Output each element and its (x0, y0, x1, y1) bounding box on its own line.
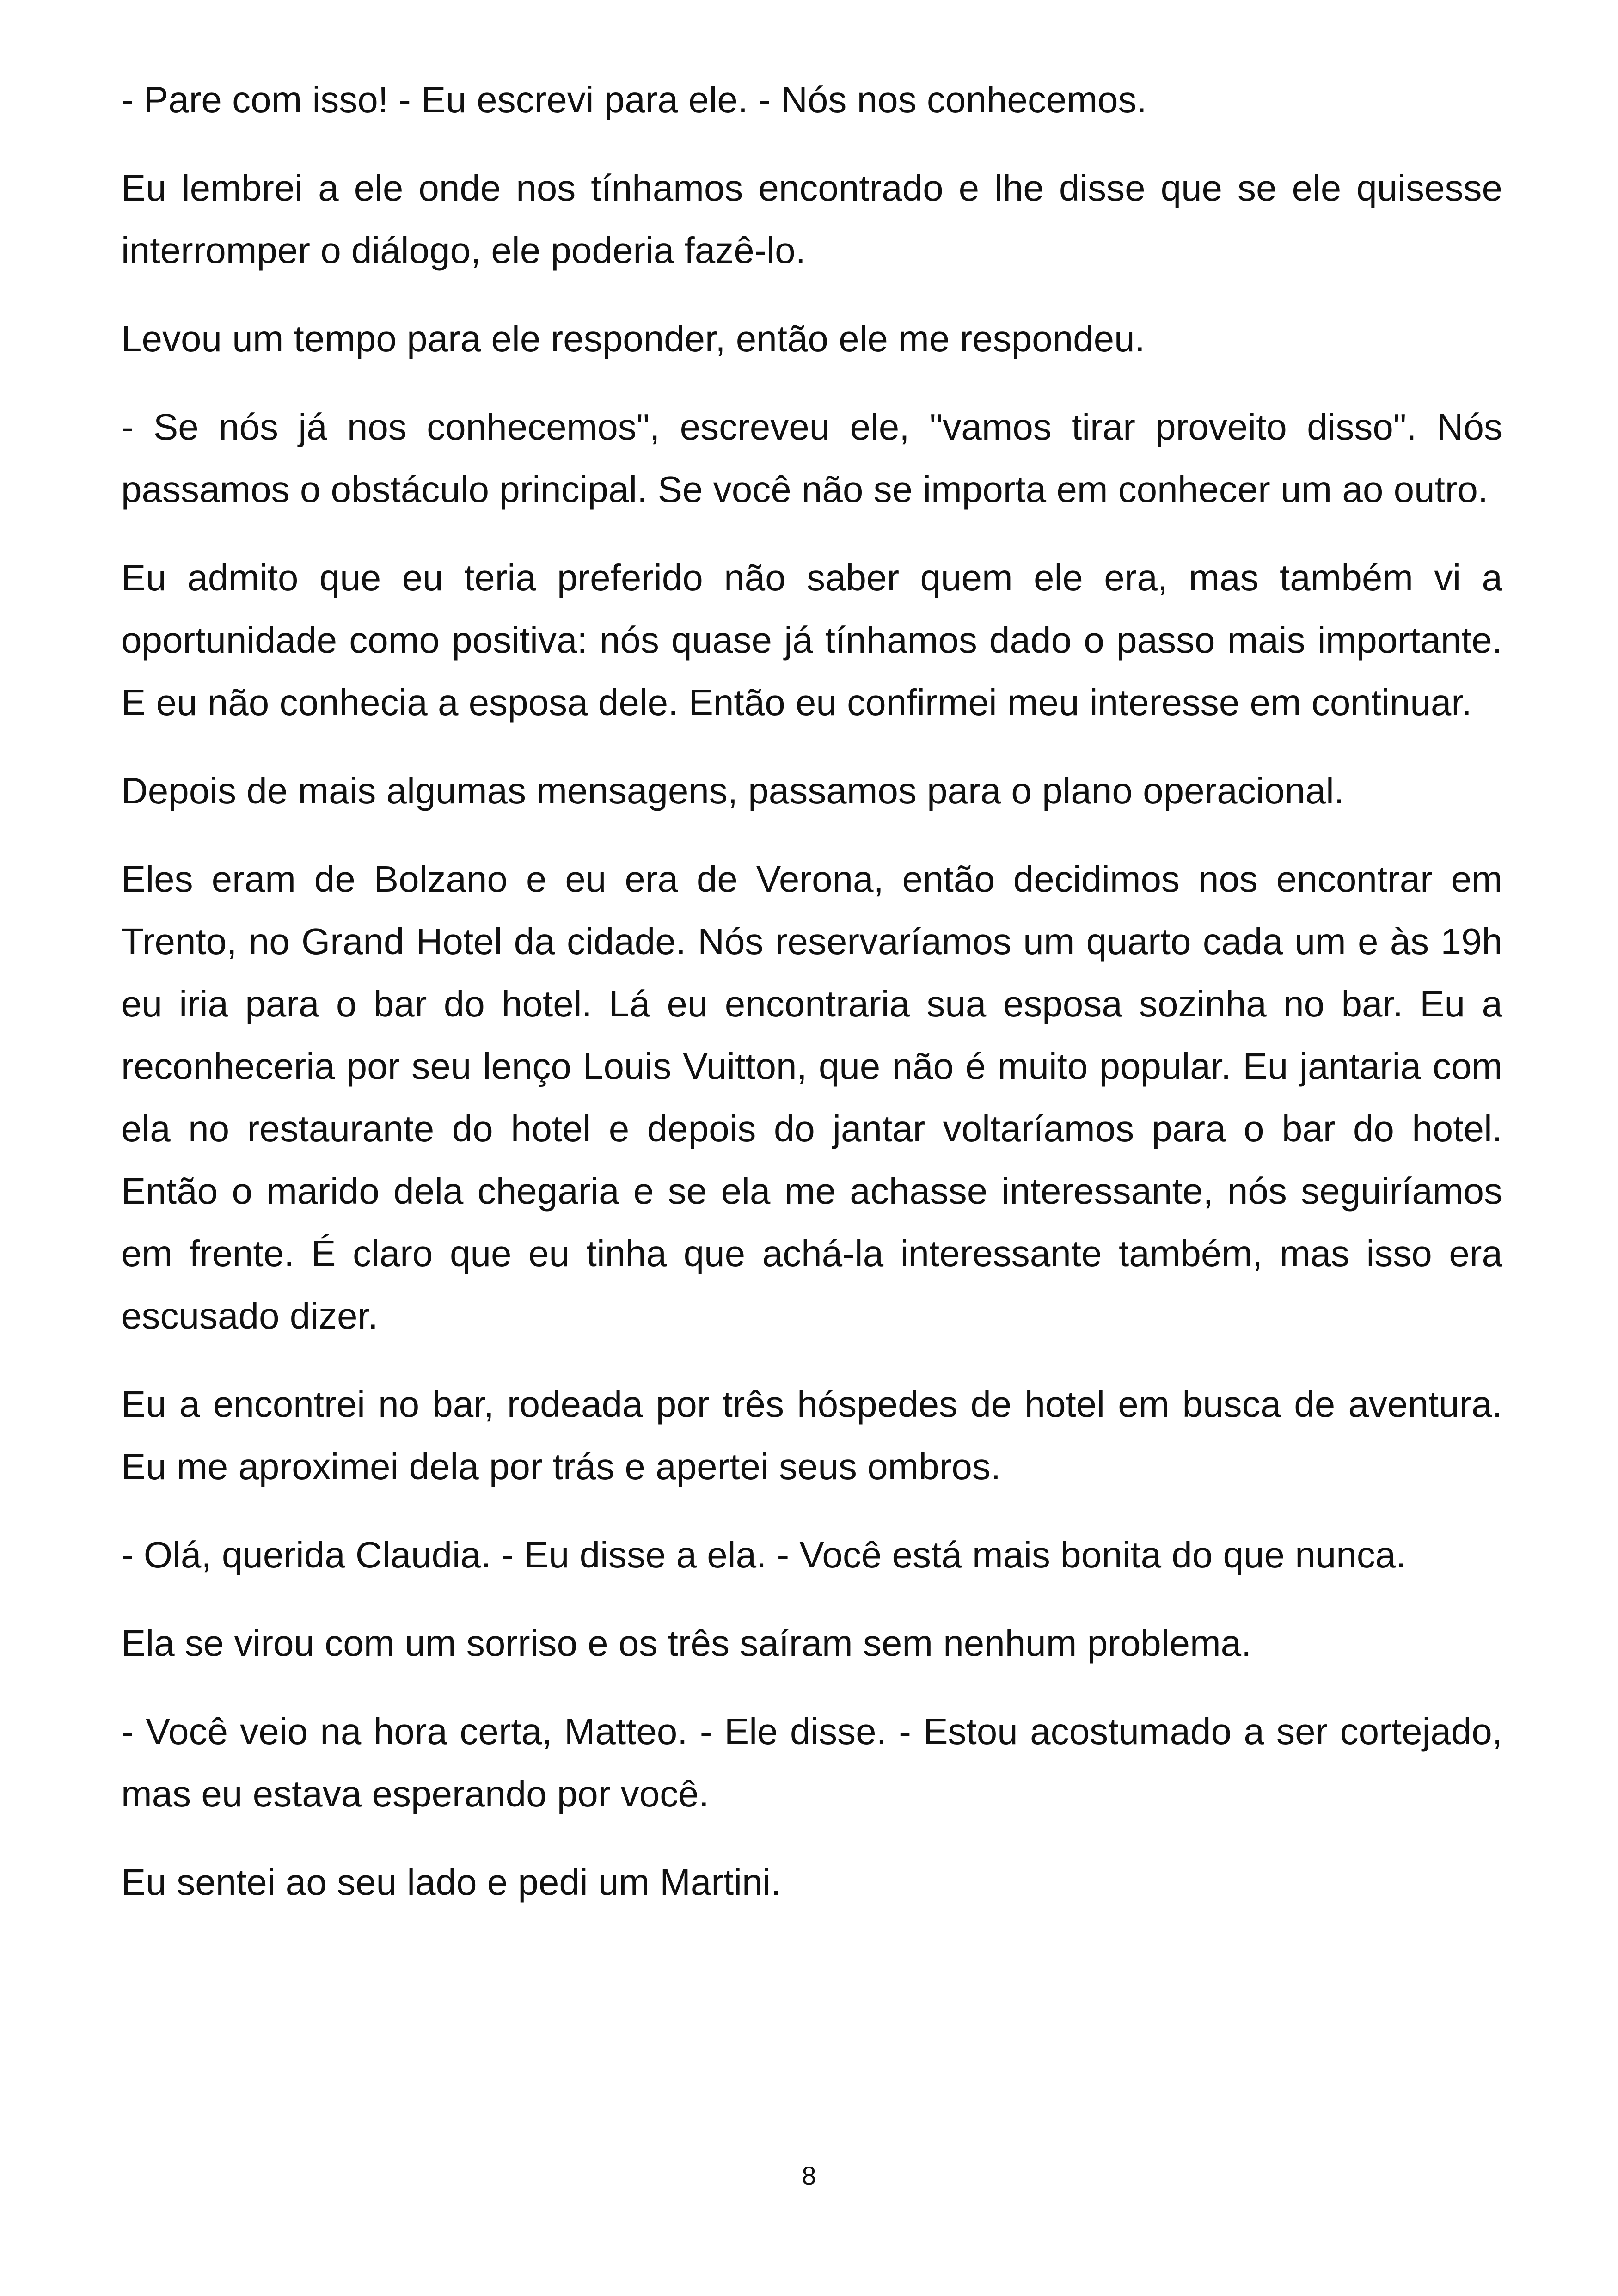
page-number: 8 (802, 2161, 816, 2190)
paragraph: Eles eram de Bolzano e eu era de Verona, então decidimos nos encontrar em Trento, no Grand Hotel da cidade. Nós reservaríamos um quarto cada um e às 19h eu iria para o bar do hotel. Lá eu encontraria sua esposa sozinha no bar. Eu a reconheceria por seu lenço Louis Vuitton, que não é muito popular. Eu jantaria com ela no restaurante do hotel e depois do jantar voltaríamos para o bar do hotel. Então o marido dela chegaria e se ela me achasse interessante, nós seguiríamos em frente. É claro que eu tinha que achá-la interessante também, mas isso era escusado dizer. (121, 858, 1502, 1336)
body-text (121, 68, 1502, 1939)
paragraph: - Você veio na hora certa, Matteo. - Ele disse. - Estou acostumado a ser cortejado, mas eu estava esperando por você. (121, 1711, 1502, 1814)
paragraph: Eu lembrei a ele onde nos tínhamos encontrado e lhe disse que se ele quisesse interromper o diálogo, ele poderia fazê-lo. (121, 167, 1502, 271)
paragraph: - Olá, querida Claudia. - Eu disse a ela. - Você está mais bonita do que nunca. (121, 1534, 1406, 1575)
paragraph: Eu a encontrei no bar, rodeada por três hóspedes de hotel em busca de aventura. Eu me aproximei dela por trás e apertei seus ombros. (121, 1384, 1502, 1487)
paragraph: Levou um tempo para ele responder, então ele me respondeu. (121, 318, 1145, 359)
paragraph: Ela se virou com um sorriso e os três saíram sem nenhum problema. (121, 1623, 1252, 1664)
paragraph: - Se nós já nos conhecemos", escreveu ele, "vamos tirar proveito disso". Nós passamos o obstáculo principal. Se você não se importa em conhecer um ao outro. (121, 406, 1502, 510)
paragraph: Depois de mais algumas mensagens, passamos para o plano operacional. (121, 770, 1344, 811)
paragraph: Eu admito que eu teria preferido não saber quem ele era, mas também vi a oportunidade como positiva: nós quase já tínhamos dado o passo mais importante. E eu não conhecia a esposa dele. Então eu confirmei meu interesse em continuar. (121, 557, 1502, 723)
paragraph: Eu sentei ao seu lado e pedi um Martini. (121, 1861, 781, 1903)
paragraph: - Pare com isso! - Eu escrevi para ele. - Nós nos conhecemos. (121, 79, 1147, 120)
